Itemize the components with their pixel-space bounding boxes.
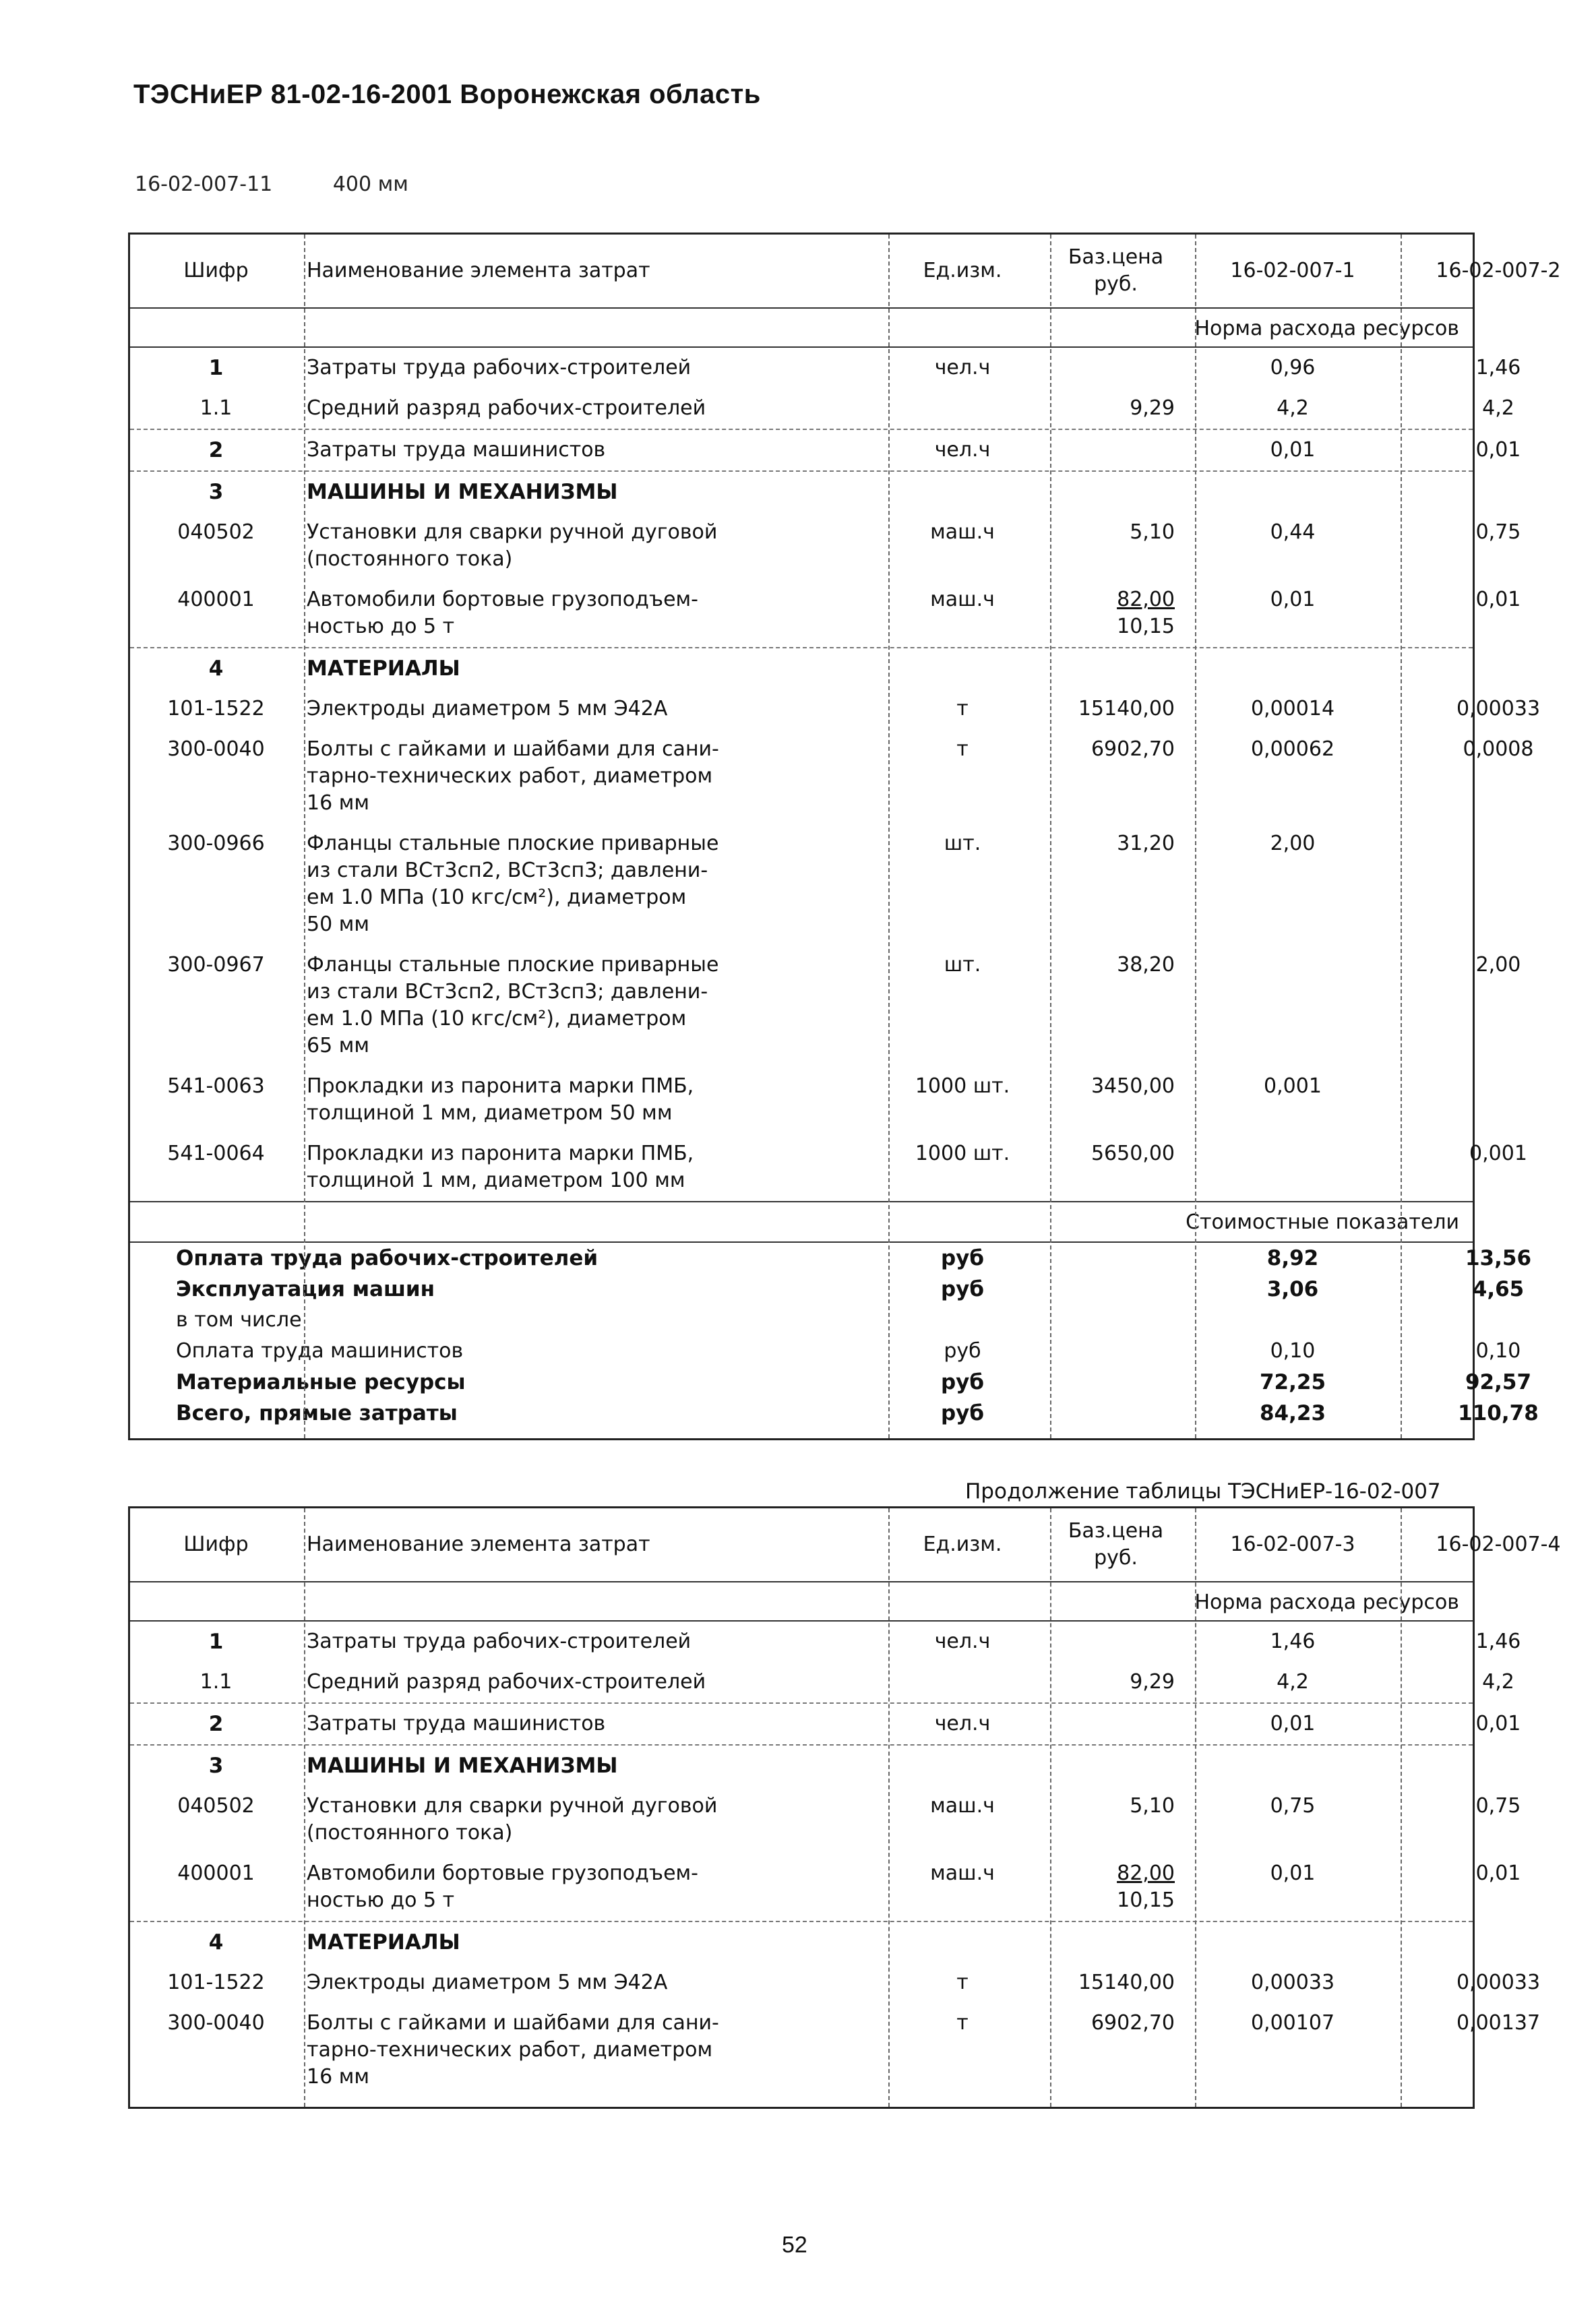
header-code: Шифр [183,259,249,282]
cost-unit: руб [940,1277,985,1301]
header-price-1: Баз.цена [1068,1519,1164,1543]
row-code: 400001 [177,588,255,611]
cost-value-1: 0,10 [1270,1339,1316,1363]
row-value-2: 0,0008 [1463,737,1534,761]
row-name-line: Установки для сварки ручной дуговой [307,520,718,544]
table-row [130,388,1514,429]
document-title: ТЭСНиЕР 81-02-16-2001 Воронежская область [133,80,761,109]
row-value-1: 0,01 [1270,1861,1316,1885]
row-price-line: 31,20 [1117,832,1175,855]
cost-unit: руб [940,1370,985,1394]
cost-value-1: 3,06 [1266,1277,1319,1301]
cost-row [130,1305,1473,1336]
header-unit: Ед.изм. [923,1533,1002,1556]
row-code: 300-0040 [167,2011,265,2035]
row-value-1: 0,96 [1270,356,1316,379]
row-value-1: 0,00107 [1250,2011,1335,2035]
row-code: 101-1522 [167,697,265,720]
norm-caption: Норма расхода ресурсов [1194,1591,1459,1614]
cost-row [130,1241,1532,1274]
row-code: 541-0063 [167,1074,265,1098]
subheading-size: 400 мм [332,173,408,196]
column-divider [1050,235,1051,1438]
norm-caption-row [130,1581,1473,1620]
row-name-line: Автомобили бортовые грузоподъем- [307,1861,699,1885]
header-unit: Ед.изм. [923,259,1002,282]
row-unit: маш.ч [930,588,995,611]
row-name-line: ем 1.0 МПа (10 кгс/см²), диаметром [307,1007,687,1030]
row-name-line: Электроды диаметром 5 мм Э42А [307,697,668,720]
row-name-line: 16 мм [307,2065,369,2089]
row-code: 2 [208,1712,224,1736]
table-row [130,824,1473,945]
row-price-line: 5650,00 [1091,1142,1175,1165]
row-value-2: 0,01 [1475,1712,1521,1735]
row-value-2: 0,001 [1469,1142,1527,1165]
row-value-2: 0,01 [1475,588,1521,611]
row-value-1: 4,2 [1277,396,1309,420]
row-value-1: 0,44 [1270,520,1316,544]
cost-value-1: 72,25 [1259,1370,1326,1394]
table-row [130,945,1521,1066]
cost-value-1: 84,23 [1259,1401,1326,1425]
row-value-1: 0,00033 [1250,1971,1335,1994]
row-name-line: МАШИНЫ И МЕХАНИЗМЫ [307,480,618,504]
header-price-2: руб. [1094,1546,1138,1570]
row-price-line: 10,15 [1117,615,1175,638]
row-price-line: 3450,00 [1091,1074,1175,1098]
row-value-2: 0,00033 [1456,1971,1541,1994]
row-name-line: тарно-технических работ, диаметром [307,764,713,788]
row-name-line: 50 мм [307,913,369,936]
table-row [130,689,1541,729]
row-name-line: МАТЕРИАЛЫ [307,1930,460,1954]
table-row [130,1066,1473,1134]
row-code: 040502 [177,1794,255,1818]
header-name: Наименование элемента затрат [307,1533,650,1556]
row-name-line: Прокладки из паронита марки ПМБ, [307,1142,694,1165]
subheading-code: 16-02-007-11 [135,173,273,196]
header-price-2: руб. [1094,272,1138,296]
column-divider [1050,1508,1051,2107]
row-value-1: 0,01 [1270,1712,1316,1735]
row-price-line: 38,20 [1117,953,1175,977]
header-col-2: 16-02-007-4 [1436,1533,1561,1556]
cost-value-2: 4,65 [1472,1277,1525,1301]
row-unit: чел.ч [934,356,991,379]
row-price-line: 6902,70 [1091,2011,1175,2035]
continuation-caption: Продолжение таблицы ТЭСНиЕР-16-02-007 [965,1479,1441,1504]
row-value-1: 0,00062 [1250,737,1335,761]
cost-label: Оплата труда рабочих-строителей [176,1246,598,1270]
column-divider [304,1508,305,2107]
row-name-line: МАШИНЫ И МЕХАНИЗМЫ [307,1754,618,1778]
header-col-2: 16-02-007-2 [1436,259,1561,282]
cost-row [130,1367,1532,1398]
cost-unit: руб [940,1246,985,1270]
row-price-line: 82,00 [1117,1861,1175,1885]
table-row [130,1620,1521,1662]
row-value-2: 0,75 [1475,1794,1521,1818]
header-code: Шифр [183,1533,249,1556]
header-price-1: Баз.цена [1068,245,1164,269]
table-row [130,1134,1527,1201]
row-name-line: Болты с гайками и шайбами для сани- [307,2011,719,2035]
row-code: 400001 [177,1861,255,1885]
norm-caption: Норма расхода ресурсов [1194,317,1459,340]
row-value-1: 4,2 [1277,1670,1309,1694]
table-row [130,1702,1521,1744]
row-name-line: МАТЕРИАЛЫ [307,656,460,681]
row-name-line: (постоянного тока) [307,1821,513,1845]
cost-value-2: 92,57 [1465,1370,1532,1394]
row-code: 101-1522 [167,1971,265,1994]
row-value-2: 0,01 [1475,438,1521,462]
subheading [135,173,408,196]
row-unit: т [956,697,969,720]
row-price-line: 5,10 [1130,1794,1175,1818]
row-unit: чел.ч [934,438,991,462]
table-row [130,470,1473,512]
row-name-line: (постоянного тока) [307,547,513,571]
row-name-line: Затраты труда машинистов [307,1712,606,1735]
cost-unit: руб [940,1401,985,1425]
row-name-line: толщиной 1 мм, диаметром 100 мм [307,1169,685,1192]
row-value-1: 2,00 [1270,832,1316,855]
table-row [130,1921,1473,1963]
row-unit: шт. [944,832,981,855]
row-unit: т [956,1971,969,1994]
table-row [130,647,1473,689]
cost-label: в том числе [176,1308,302,1332]
row-name-line: из стали ВСт3сп2, ВСт3сп3; давлени- [307,859,708,882]
row-name-line: ностью до 5 т [307,1888,455,1912]
row-value-2: 0,01 [1475,1861,1521,1885]
row-name-line: Затраты труда рабочих-строителей [307,356,692,379]
row-code: 1.1 [200,1670,233,1694]
row-name-line: Фланцы стальные плоские приварные [307,832,719,855]
row-name-line: Средний разряд рабочих-строителей [307,396,706,420]
row-name-line: Фланцы стальные плоские приварные [307,953,719,977]
header-col-1: 16-02-007-1 [1230,259,1355,282]
row-code: 541-0064 [167,1142,265,1165]
row-name-line: Прокладки из паронита марки ПМБ, [307,1074,694,1098]
cost-value-2: 13,56 [1465,1246,1532,1270]
table-row [130,1662,1514,1702]
row-name-line: из стали ВСт3сп2, ВСт3сп3; давлени- [307,980,708,1004]
row-name-line: тарно-технических работ, диаметром [307,2038,713,2062]
table-row [130,1744,1473,1786]
column-divider [1195,1508,1196,2107]
column-divider [1401,235,1402,1438]
column-divider [304,235,305,1438]
table-row [130,2003,1541,2097]
row-code: 1 [208,356,224,380]
row-value-1: 0,75 [1270,1794,1316,1818]
cost-label: Материальные ресурсы [176,1370,466,1394]
resource-table-2 [128,1506,1561,2109]
row-unit: маш.ч [930,520,995,544]
row-price-line: 9,29 [1130,1670,1175,1694]
row-price-line: 6902,70 [1091,737,1175,761]
column-divider [1195,235,1196,1438]
table-row [130,580,1521,647]
row-value-2: 2,00 [1475,953,1521,977]
table-row [130,1853,1521,1921]
row-unit: чел.ч [934,1630,991,1653]
table-header [130,235,1561,307]
row-price-line: 5,10 [1130,520,1175,544]
row-unit: маш.ч [930,1794,995,1818]
norm-caption-row [130,307,1473,346]
cost-value-2: 110,78 [1458,1401,1539,1425]
row-value-1: 1,46 [1270,1630,1316,1653]
row-name-line: Автомобили бортовые грузоподъем- [307,588,699,611]
cost-caption-row [130,1201,1473,1241]
page-number: 52 [782,2232,807,2258]
table-row [130,1786,1521,1853]
row-unit: 1000 шт. [915,1074,1010,1098]
table-row [130,512,1521,580]
row-price-line: 15140,00 [1078,697,1175,720]
row-unit: 1000 шт. [915,1142,1010,1165]
cost-value-1: 8,92 [1266,1246,1319,1270]
row-code: 4 [208,1930,224,1954]
row-code: 300-0966 [167,832,265,855]
row-name-line: толщиной 1 мм, диаметром 50 мм [307,1101,673,1125]
cost-row [130,1398,1539,1429]
cost-unit: руб [944,1339,981,1363]
row-code: 3 [208,1754,224,1778]
table-row [130,729,1534,824]
cost-row [130,1336,1521,1367]
cost-row [130,1274,1525,1305]
row-name-line: Затраты труда рабочих-строителей [307,1630,692,1653]
row-name-line: Электроды диаметром 5 мм Э42А [307,1971,668,1994]
table-row [130,429,1521,470]
row-name-line: Установки для сварки ручной дуговой [307,1794,718,1818]
row-code: 1 [208,1630,224,1654]
row-value-2: 0,75 [1475,520,1521,544]
row-price-line: 10,15 [1117,1888,1175,1912]
table-bottom-pad [130,1429,1473,1438]
column-divider [1401,1508,1402,2107]
row-code: 3 [208,480,224,504]
row-price-line: 15140,00 [1078,1971,1175,1994]
cost-value-2: 0,10 [1475,1339,1521,1363]
row-code: 1.1 [200,396,233,420]
row-price-line: 9,29 [1130,396,1175,420]
table-row [130,346,1521,388]
row-value-1: 0,001 [1264,1074,1322,1098]
table-bottom-pad [130,2097,1473,2107]
row-unit: т [956,737,969,761]
row-value-2: 4,2 [1482,396,1514,420]
row-value-1: 0,01 [1270,588,1316,611]
row-unit: шт. [944,953,981,977]
column-divider [888,1508,890,2107]
cost-caption: Стоимостные показатели [1186,1210,1459,1234]
cost-label: Всего, прямые затраты [176,1401,458,1425]
row-value-2: 0,00033 [1456,697,1541,720]
header-name: Наименование элемента затрат [307,259,650,282]
row-code: 040502 [177,520,255,544]
cost-label: Оплата труда машинистов [176,1339,464,1363]
row-name-line: ностью до 5 т [307,615,455,638]
row-name-line: Затраты труда машинистов [307,438,606,462]
row-code: 300-0040 [167,737,265,761]
row-name-line: ем 1.0 МПа (10 кгс/см²), диаметром [307,886,687,909]
row-price-line: 82,00 [1117,588,1175,611]
row-value-2: 0,00137 [1456,2011,1541,2035]
row-name-line: 65 мм [307,1034,369,1057]
row-name-line: 16 мм [307,791,369,815]
row-code: 2 [208,438,224,462]
cost-label: Эксплуатация машин [176,1277,435,1301]
row-unit: т [956,2011,969,2035]
column-divider [888,235,890,1438]
row-value-2: 1,46 [1475,1630,1521,1653]
table-header [130,1508,1561,1581]
row-value-1: 0,00014 [1250,697,1335,720]
row-value-2: 4,2 [1482,1670,1514,1694]
row-code: 4 [208,656,224,681]
row-code: 300-0967 [167,953,265,977]
header-col-1: 16-02-007-3 [1230,1533,1355,1556]
row-unit: маш.ч [930,1861,995,1885]
row-name-line: Средний разряд рабочих-строителей [307,1670,706,1694]
row-name-line: Болты с гайками и шайбами для сани- [307,737,719,761]
row-value-2: 1,46 [1475,356,1521,379]
table-row [130,1963,1541,2003]
resource-table-1 [128,233,1561,1440]
row-unit: чел.ч [934,1712,991,1735]
row-value-1: 0,01 [1270,438,1316,462]
